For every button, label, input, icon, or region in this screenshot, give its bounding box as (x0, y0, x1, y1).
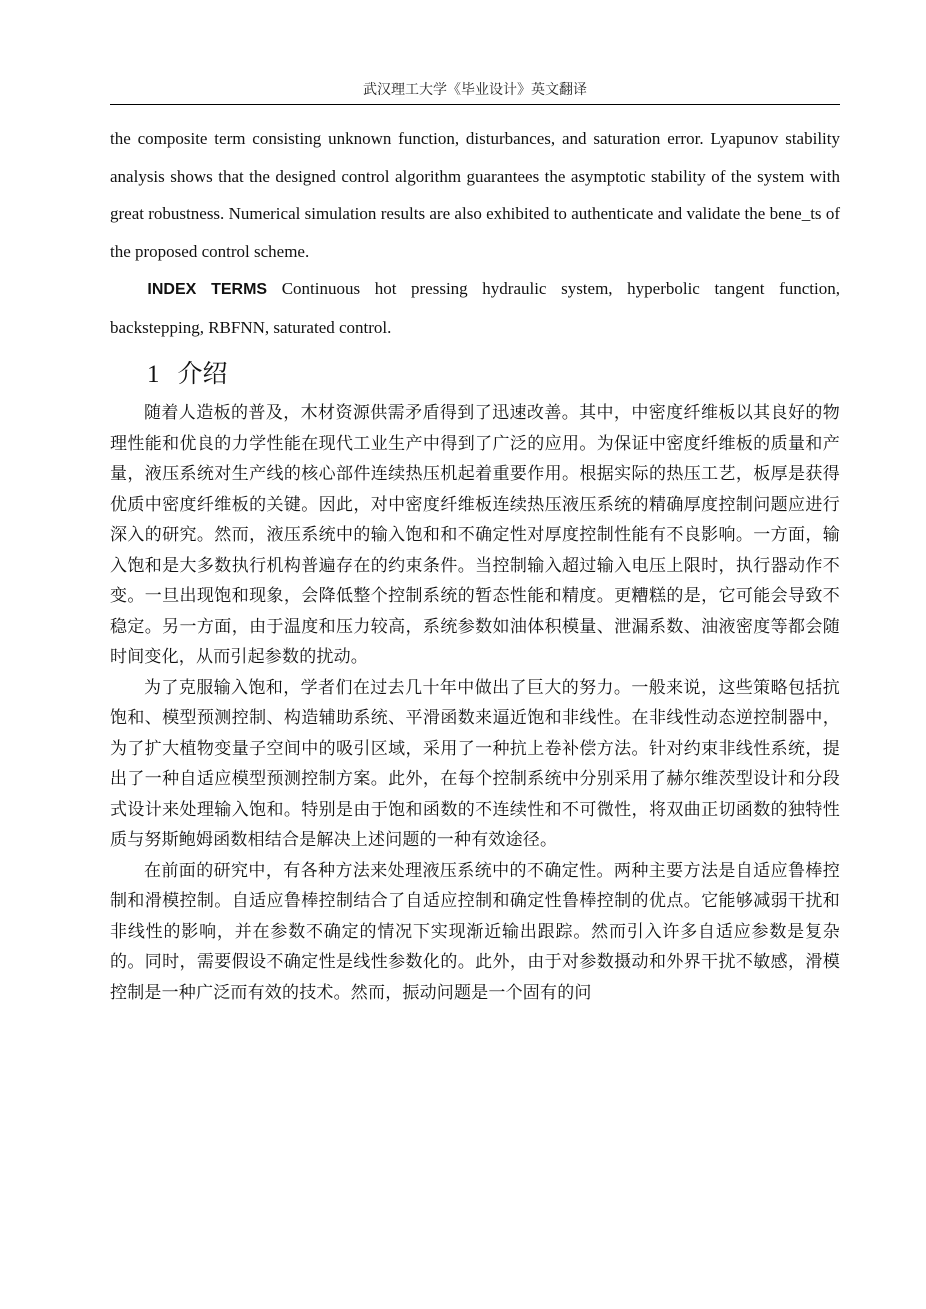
index-terms-paragraph (110, 270, 840, 346)
body-paragraph-2: 为了克服输入饱和，学者们在过去几十年中做出了巨大的努力。一般来说，这些策略包括抗饱和、模型预测控制、构造辅助系统、平滑函数来逼近饱和非线性。在非线性动态逆控制器中，为了扩大植物变量子空间中的吸引区域，采用了一种抗上卷补偿方法。针对约束非线性系统，提出了一种自适应模型预测控制方案。此外，在每个控制系统中分别采用了赫尔维茨型设计和分段式设计来处理输入饱和。特别是由于饱和函数的不连续性和不可微性，将双曲正切函数的独特性质与努斯鲍姆函数相结合是解决上述问题的一种有效途径。 (110, 677, 840, 850)
abstract-paragraph: the composite term consisting unknown function, disturbances, and saturation error. Lyapunov stability analysis shows that the designed control algorithm guarantees the asymptotic stability of the system with great robustness. Numerical simulation results are also exhibited to authenticate and validate the bene_ts of the proposed control scheme. (110, 129, 840, 261)
page-header-title: 武汉理工大学《毕业设计》英文翻译 (363, 82, 587, 98)
section-heading (110, 354, 840, 388)
body-paragraph-1: 随着人造板的普及，木材资源供需矛盾得到了迅速改善。其中，中密度纤维板以其良好的物理性能和优良的力学性能在现代工业生产中得到了广泛的应用。为保证中密度纤维板的质量和产量，液压系统对生产线的核心部件连续热压机起着重要作用。根据实际的热压工艺，板厚是获得优质中密度纤维板的关键。因此，对中密度纤维板连续热压液压系统的精确厚度控制问题应进行深入的研究。然而，液压系统中的输入饱和和不确定性对厚度控制性能有不良影响。一方面，输入饱和是大多数执行机构普遍存在的约束条件。当控制输入超过输入电压上限时，执行器动作不变。一旦出现饱和现象，会降低整个控制系统的暂态性能和精度。更糟糕的是，它可能会导致不稳定。另一方面，由于温度和压力较高，系统参数如油体积模量、泄漏系数、油液密度等都会随时间变化，从而引起参数的扰动。 (110, 403, 840, 667)
index-terms-text: Continuous hot pressing hydraulic system, hyperbolic tangent function, backstepping, RBFNN, saturated control. (110, 279, 840, 337)
section-number: 1 (147, 361, 160, 388)
page-content (110, 120, 840, 1008)
body-paragraph-3: 在前面的研究中，有各种方法来处理液压系统中的不确定性。两种主要方法是自适应鲁棒控制和滑模控制。自适应鲁棒控制结合了自适应控制和确定性鲁棒控制的优点。它能够减弱干扰和非线性的影响，并在参数不确定的情况下实现渐近输出跟踪。然而引入许多自适应参数是复杂的。同时，需要假设不确定性是线性参数化的。此外，由于对参数摄动和外界干扰不敏感，滑模控制是一种广泛而有效的技术。然而，振动问题是一个固有的问 (110, 860, 840, 1003)
header-divider (110, 104, 840, 105)
section-title: 介绍 (177, 359, 228, 388)
index-terms-label: INDEX TERMS (147, 281, 268, 298)
